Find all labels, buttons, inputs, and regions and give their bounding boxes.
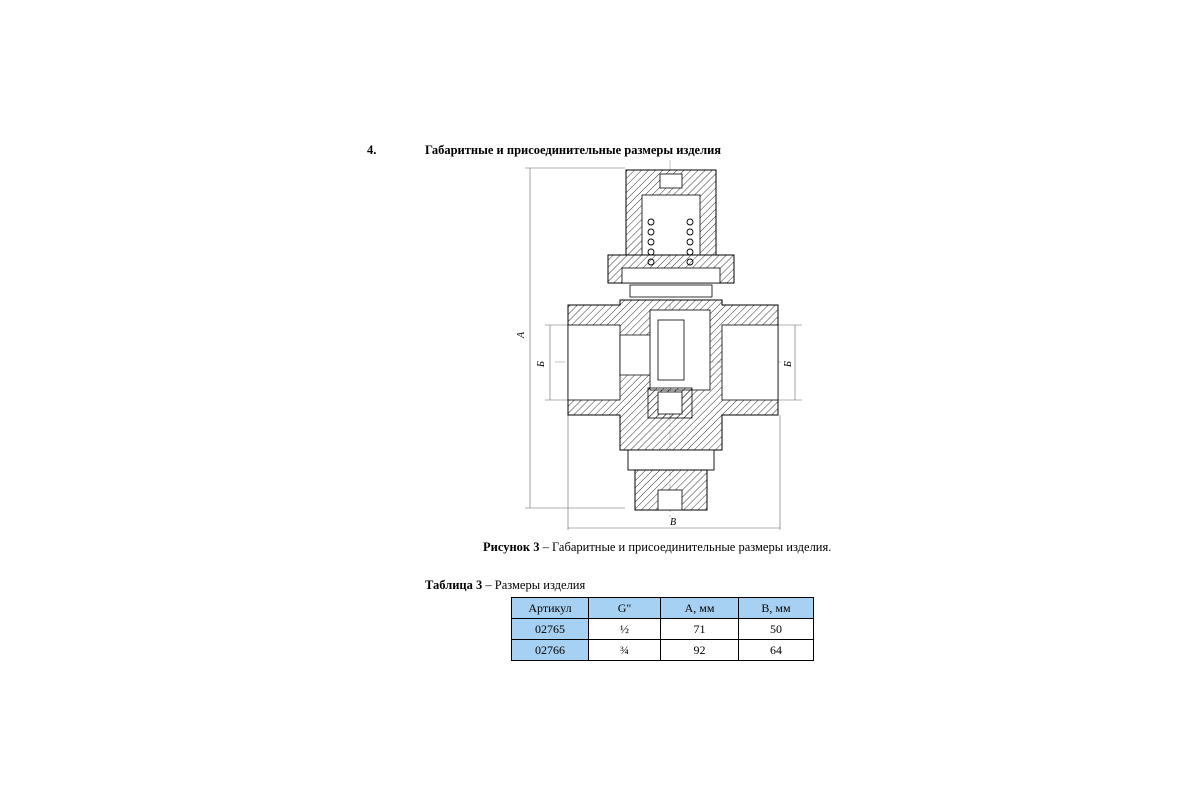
table-caption-text: – Размеры изделия [482, 578, 586, 592]
figure-caption [483, 540, 831, 555]
cell-a: 71 [661, 619, 739, 640]
section-number: 4. [367, 143, 377, 157]
header-article: Артикул [512, 598, 589, 619]
cell-b: 64 [739, 640, 814, 661]
header-b: B, мм [739, 598, 814, 619]
header-a: A, мм [661, 598, 739, 619]
table-label: Таблица 3 [425, 578, 483, 592]
table-caption [425, 578, 585, 593]
table-header-row [512, 598, 814, 619]
section-title: Габаритные и присоединительные размеры изделия [425, 143, 722, 157]
header-thread: G" [589, 598, 661, 619]
cell-thread: ½ [589, 619, 661, 640]
cell-thread: ¾ [589, 640, 661, 661]
table-row [512, 640, 814, 661]
cell-b: 50 [739, 619, 814, 640]
dim-label-b-right: Б [783, 361, 794, 367]
figure-label: Рисунок 3 [483, 540, 540, 554]
table-row [512, 619, 814, 640]
dim-label-a: A [516, 331, 527, 338]
figure-caption-text: – Габаритные и присоединительные размеры изделия. [539, 540, 832, 554]
dimensions-table [511, 597, 814, 661]
cell-article: 02766 [512, 640, 589, 661]
valve-drawing [510, 160, 810, 530]
cell-article: 02765 [512, 619, 589, 640]
dim-label-b-left: Б [536, 361, 547, 367]
cell-a: 92 [661, 640, 739, 661]
dim-label-v: В [670, 517, 677, 528]
